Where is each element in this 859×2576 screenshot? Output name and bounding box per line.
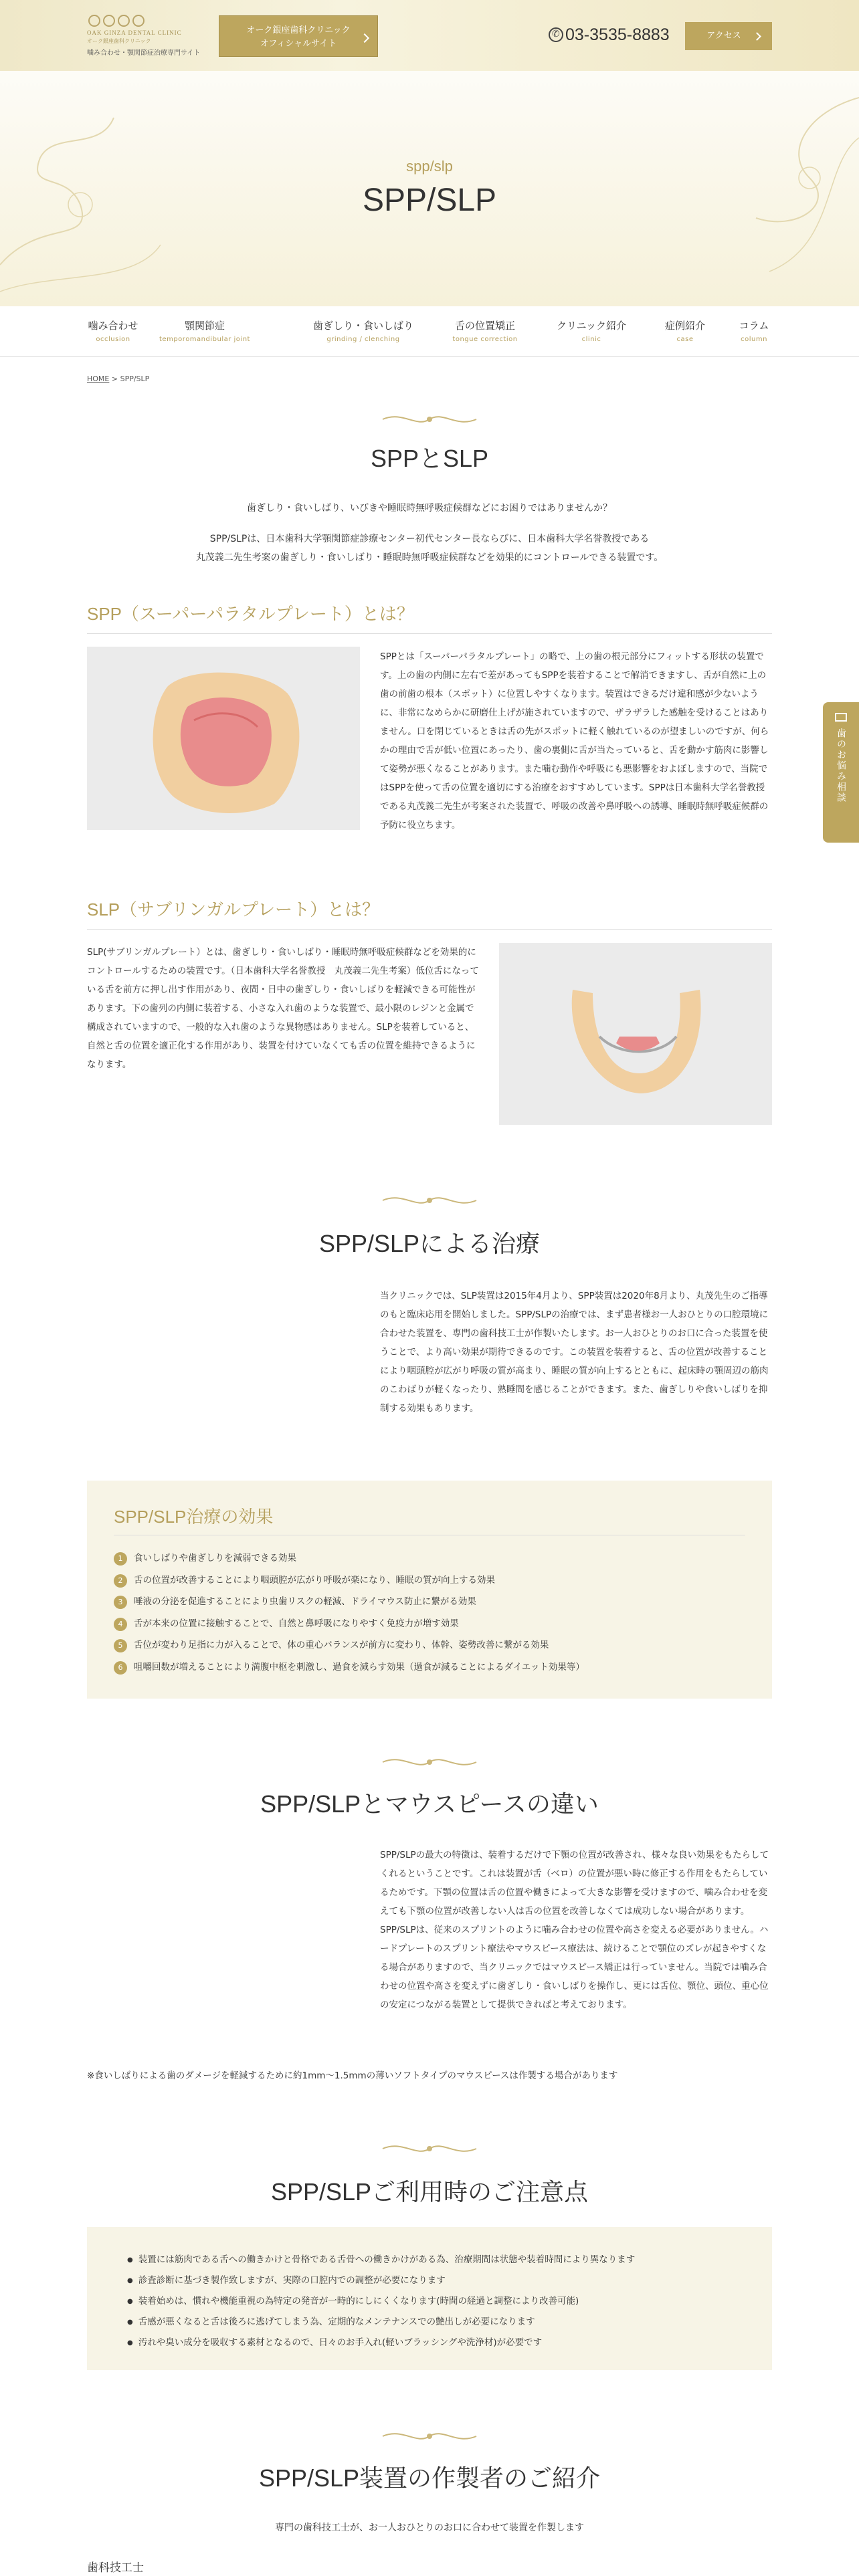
nav-label-en: case: [676, 336, 694, 343]
list-item: [114, 1656, 585, 1679]
hero-banner: [0, 71, 859, 306]
effect-number: 5: [114, 1639, 127, 1652]
logo-jp: オーク銀座歯科クリニック: [87, 38, 151, 44]
ornament-icon: [376, 1752, 483, 1772]
nav-item-tmj[interactable]: [151, 318, 258, 343]
nav-label-en: occlusion: [96, 336, 130, 343]
effects-title: SPP/SLP治療の効果: [114, 1503, 745, 1535]
side-tab-label: 歯のお悩み相談: [836, 728, 846, 803]
mouthpiece-title: SPP/SLPとマウスピースの違い: [260, 1790, 599, 1818]
treatment-body: 当クリニックでは、SLP装置は2015年4月より、SPP装置は2020年8月より、丸茂先生のご指導のもと臨床応用を開始しました。SPP/SLPの治療では、まず患者様お一人おひとりの口腔環境に合わせた装置を、専門の歯科技工士が作製いたします。お一人おひとりのお口に合った装置を使うことで、より高い効果が期待できるのです。この装置を装着すると、舌の位置が改善することにより咽頭腔が広がり呼吸の質が高まり、睡眠の質が向上するとともに、起床時の顎周辺の筋肉のこわばりが軽くなったり、熟睡間を感じることができます。また、歯ぎしりや食いしばりを抑制する効果もあります。: [380, 1291, 769, 1414]
effect-number: 3: [114, 1596, 127, 1609]
page-title: SPP/SLP: [362, 183, 497, 218]
intro-title: SPPとSLP: [370, 445, 489, 472]
consultation-side-tab[interactable]: [823, 702, 859, 843]
ornament-icon: [376, 1190, 483, 1210]
nav-label-en: temporomandibular joint: [159, 336, 250, 343]
effect-text: 舌が本来の位置に接触することで、自然と鼻呼吸になりやすく免疫力が増す効果: [134, 1618, 459, 1629]
nav-label-en: clinic: [581, 336, 601, 343]
maker-lead: 専門の歯科技工士が、お一人おひとりのお口に合わせて装置を作製します: [275, 2523, 584, 2533]
breadcrumb-home-link[interactable]: HOME: [87, 374, 110, 383]
official-btn-line2: オフィシャルサイト: [260, 39, 337, 49]
effect-number: 2: [114, 1574, 127, 1588]
effect-text: 舌位が変わり足指に力が入ることで、体の重心バランスが前方に変わり、体幹、姿勢改善に繋がる効果: [134, 1640, 549, 1650]
effect-number: 4: [114, 1618, 127, 1631]
effect-number: 6: [114, 1661, 127, 1675]
list-item: ● 舌感が悪くなると舌は後ろに逃げてしまう為、定期的なメンテナンスでの艶出しが必要になります: [127, 2312, 635, 2333]
list-item: ● 診査診断に基づき製作致しますが、実際の口腔内での調整が必要になります: [127, 2270, 635, 2291]
list-item: [114, 1613, 585, 1635]
nav-item-case[interactable]: [660, 318, 710, 343]
nav-label-jp: 噛み合わせ: [88, 320, 138, 332]
nav-item-grinding[interactable]: [306, 318, 420, 343]
mouthpiece-note: ※食いしばりによる歯のダメージを軽減するために約1mm〜1.5mmの薄いソフトタイプのマウスピースは作製する場合があります: [87, 2070, 618, 2081]
nav-label-jp: コラム: [739, 320, 769, 332]
nav-item-occlusion[interactable]: [87, 318, 139, 343]
caution-box: [87, 2227, 772, 2370]
mail-icon: [835, 713, 847, 722]
list-item: [114, 1570, 585, 1592]
logo-subtitle: 噛み合わせ・顎関節症治療専門サイト: [87, 49, 201, 57]
list-item: ● 装着始めは、慣れや機能重視の為特定の発音が一時的にしにくくなります(時間の経過と調整により改善可能): [127, 2291, 635, 2312]
nav-label-en: tongue correction: [452, 336, 518, 343]
slp-body: SLP(サブリンガルプレート）とは、歯ぎしり・食いしばり・睡眠時無呼吸症候群などを効果的にコントロールするための装置です。（日本歯科大学名誉教授 丸茂義二先生考案）低位舌になっている舌を前方に押し出す作用があり、夜間・日中の歯ぎしり・食いしばりを軽減できる可能性があります。下の歯列の内側に装着する、小さな入れ歯のような装置で、最小限のレジンと金属で構成されていますので、一般的な入れ歯のような異物感はありません。SLPを装着していると、自然と舌の位置を適正化する作用があり、装置を付けていなくても舌の位置を維持できるようになります。: [87, 947, 479, 1070]
official-site-button[interactable]: [219, 15, 378, 57]
intro-line2: SPP/SLPは、日本歯科大学顎関節症診療センター初代センター長ならびに、日本歯科大学名誉教授である: [209, 534, 650, 544]
spp-device-icon: [87, 647, 360, 830]
list-item: [114, 1547, 585, 1570]
official-btn-line1: オーク銀座歯科クリニック: [246, 25, 351, 35]
logo-mark: [88, 15, 214, 27]
ornament-icon: [376, 409, 483, 429]
spp-heading: SPP（スーパーパラタルプレート）とは？: [87, 601, 772, 634]
caution-list: [127, 2250, 635, 2353]
ornament-icon: [376, 2426, 483, 2446]
list-item: ● 装置には筋肉である舌への働きかけと骨格である舌骨への働きかけがある為、治療期間は状態や装着時間により異なります: [127, 2250, 635, 2270]
nav-label-jp: 歯ぎしり・食いしばり: [312, 320, 413, 332]
nav-label-en: column: [741, 336, 767, 343]
list-item: [114, 1634, 585, 1656]
phone-text: 03-3535-8883: [565, 25, 670, 44]
list-item: ● 汚れや臭い成分を吸収する素材となるので、日々のお手入れ(軽いブラッシングや洗浄材)が必要です: [127, 2333, 635, 2353]
breadcrumb-current: SPP/SLP: [120, 374, 150, 383]
access-button[interactable]: アクセス: [685, 22, 772, 50]
mouthpiece-body: SPP/SLPの最大の特徴は、装着するだけで下顎の位置が改善され、様々な良い効果をもたらしてくれるということです。これは装置が舌（ベロ）の位置が悪い時に修正する作用をもたらしているためです。下顎の位置は舌の位置や働きによって大きな影響を受けますので、噛み合わせを変えても下顎の位置が改善しない人は舌の位置を改善しなくては成功しない場合があります。SPP/SLPは、従来のスプリントのように噛み合わせの位置や高さを変える必要がありません。ハードプレートのスプリント療法やマウスピース療法は、続けることで顎位のズレが起きやすくなる場合がありますので、当クリニックではマウスピース矯正は行っていません。当院では噛み合わせの位置や高さを変えずに歯ぎしり・食いしばりを操作し、更には舌位、顎位、頭位、重心位の安定につながる装置として提供できればと考えております。: [380, 1850, 769, 2010]
effects-list: [114, 1547, 585, 1678]
slp-heading: SLP（サブリンガルプレート）とは？: [87, 896, 772, 930]
clinic-logo[interactable]: [87, 15, 214, 57]
nav-item-clinic[interactable]: [550, 318, 633, 343]
maker-title: SPP/SLP装置の作製者のご紹介: [258, 2464, 601, 2492]
site-header: [0, 0, 859, 71]
spp-device-photo: [87, 647, 360, 830]
ornament-icon: [376, 2139, 483, 2159]
effect-text: 食いしばりや歯ぎしりを減弱できる効果: [134, 1553, 296, 1564]
caution-title: SPP/SLPご利用時のご注意点: [270, 2178, 589, 2206]
effect-text: 唾液の分泌を促進することにより虫歯リスクの軽減、ドライマウス防止に繋がる効果: [134, 1596, 476, 1607]
nav-label-jp: 症例紹介: [664, 320, 705, 332]
maker-label: 歯科技工士: [87, 2561, 144, 2575]
breadcrumb: [87, 374, 149, 383]
effect-text: 咀嚼回数が増えることにより満腹中枢を刺激し、過食を減らす効果（過食が減ることによるダイエット効果等）: [134, 1661, 585, 1673]
breadcrumb-sep: >: [109, 374, 120, 383]
nav-item-column[interactable]: [736, 318, 772, 343]
nav-item-tongue[interactable]: [447, 318, 523, 343]
phone-number[interactable]: [549, 25, 670, 45]
list-item: [114, 1591, 585, 1613]
effect-number: 1: [114, 1552, 127, 1566]
effects-box: [87, 1481, 772, 1699]
slp-device-photo: [499, 943, 772, 1125]
nav-label-jp: クリニック紹介: [556, 320, 627, 332]
spp-body: SPPとは「スーパーパラタルプレート」の略で、上の歯の根元部分にフィットする形状の装置です。上の歯の内側に左右で差があってもSPPを装着することで解消できますし、舌が自然に上の歯の前歯の根本（スポット）に位置しやすくなります。装置はできるだけ違和感が少ないように、非常になめらかに研磨仕上げが施されていますので、ザラザラした感触を受けることはありません。口を閉じているときは舌の先がスポットに軽く触れているのが望ましいのですが、何らかの理由で舌が低い位置にあったり、歯の裏側に舌が当たっていると、舌を動かす筋肉に影響して姿勢が悪くなることがあります。また噛む動作や呼吸にも悪影響をおよぼしますので、当院ではSPPを使って舌の位置を適切にする治療をおすすめしています。SPPは日本歯科大学名誉教授である丸茂義二先生が考案された装置で、呼吸の改善や鼻呼吸への誘導、睡眠時無呼吸症候群の予防に役立ちます。: [380, 651, 769, 831]
treatment-title: SPP/SLPによる治療: [318, 1230, 541, 1257]
logo-en: OAK GINZA DENTAL CLINIC: [87, 29, 182, 36]
slp-device-icon: [499, 943, 772, 1125]
phone-icon: [549, 27, 563, 42]
nav-label-jp: 舌の位置矯正: [454, 320, 515, 332]
intro-line1: 歯ぎしり・食いしばり、いびきや睡眠時無呼吸症候群などにお困りではありませんか？: [247, 503, 612, 514]
nav-label-en: grinding / clenching: [326, 336, 400, 343]
nav-label-jp: 顎関節症: [184, 320, 225, 332]
hero-subtitle: spp/slp: [406, 158, 453, 175]
effect-text: 舌の位置が改善することにより咽頭腔が広がり呼吸が楽になり、睡眠の質が向上する効果: [134, 1574, 495, 1586]
intro-line3: 丸茂義二先生考案の歯ぎしり・食いしばり・睡眠時無呼吸症候群などを効果的にコントロールできる装置です。: [195, 552, 664, 563]
global-nav: [0, 306, 859, 357]
